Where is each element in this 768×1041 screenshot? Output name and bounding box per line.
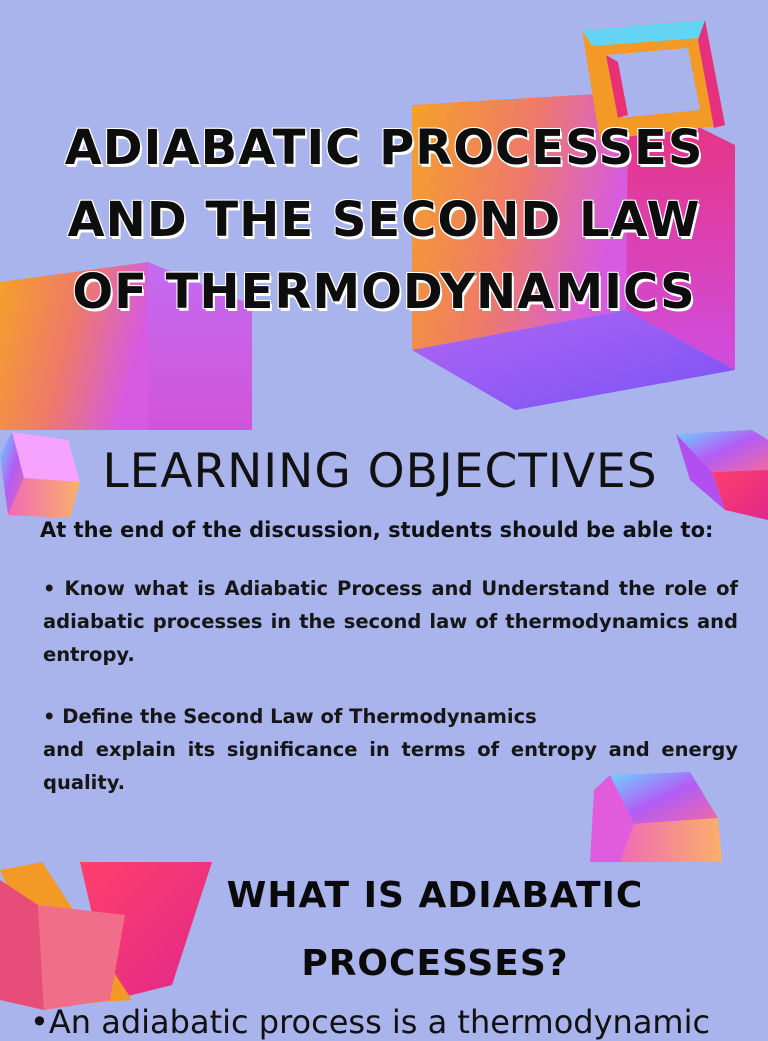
objective-bullet-2: [43, 700, 738, 799]
objective-bullet-1: • Know what is Adiabatic Process and Understand the role of adiabatic processes in the second law of thermodynamics and entropy.: [43, 577, 738, 666]
what-is-adiabatic-heading: [195, 862, 675, 998]
question-line-1: WHAT IS ADIABATIC: [226, 875, 644, 916]
objectives-intro: At the end of the discussion, students should be able to:: [40, 518, 714, 542]
question-line-2: PROCESSES?: [301, 943, 569, 984]
objective-bullet-2-rest: and explain its significance in terms of entropy and energy quality.: [43, 738, 738, 794]
page-title: [0, 112, 768, 328]
bottom-left-shapes: [0, 862, 212, 1010]
objective-bullet-2-line-1: • Define the Second Law of Thermodynamics: [43, 705, 537, 728]
title-line-3: OF THERMODYNAMICS: [72, 264, 696, 320]
title-line-1: ADIABATIC PROCESSES: [64, 120, 704, 176]
title-line-2: AND THE SECOND LAW: [67, 192, 701, 248]
learning-objectives-heading: LEARNING OBJECTIVES: [102, 444, 658, 499]
definition-text: •An adiabatic process is a thermodynamic: [30, 1003, 711, 1041]
